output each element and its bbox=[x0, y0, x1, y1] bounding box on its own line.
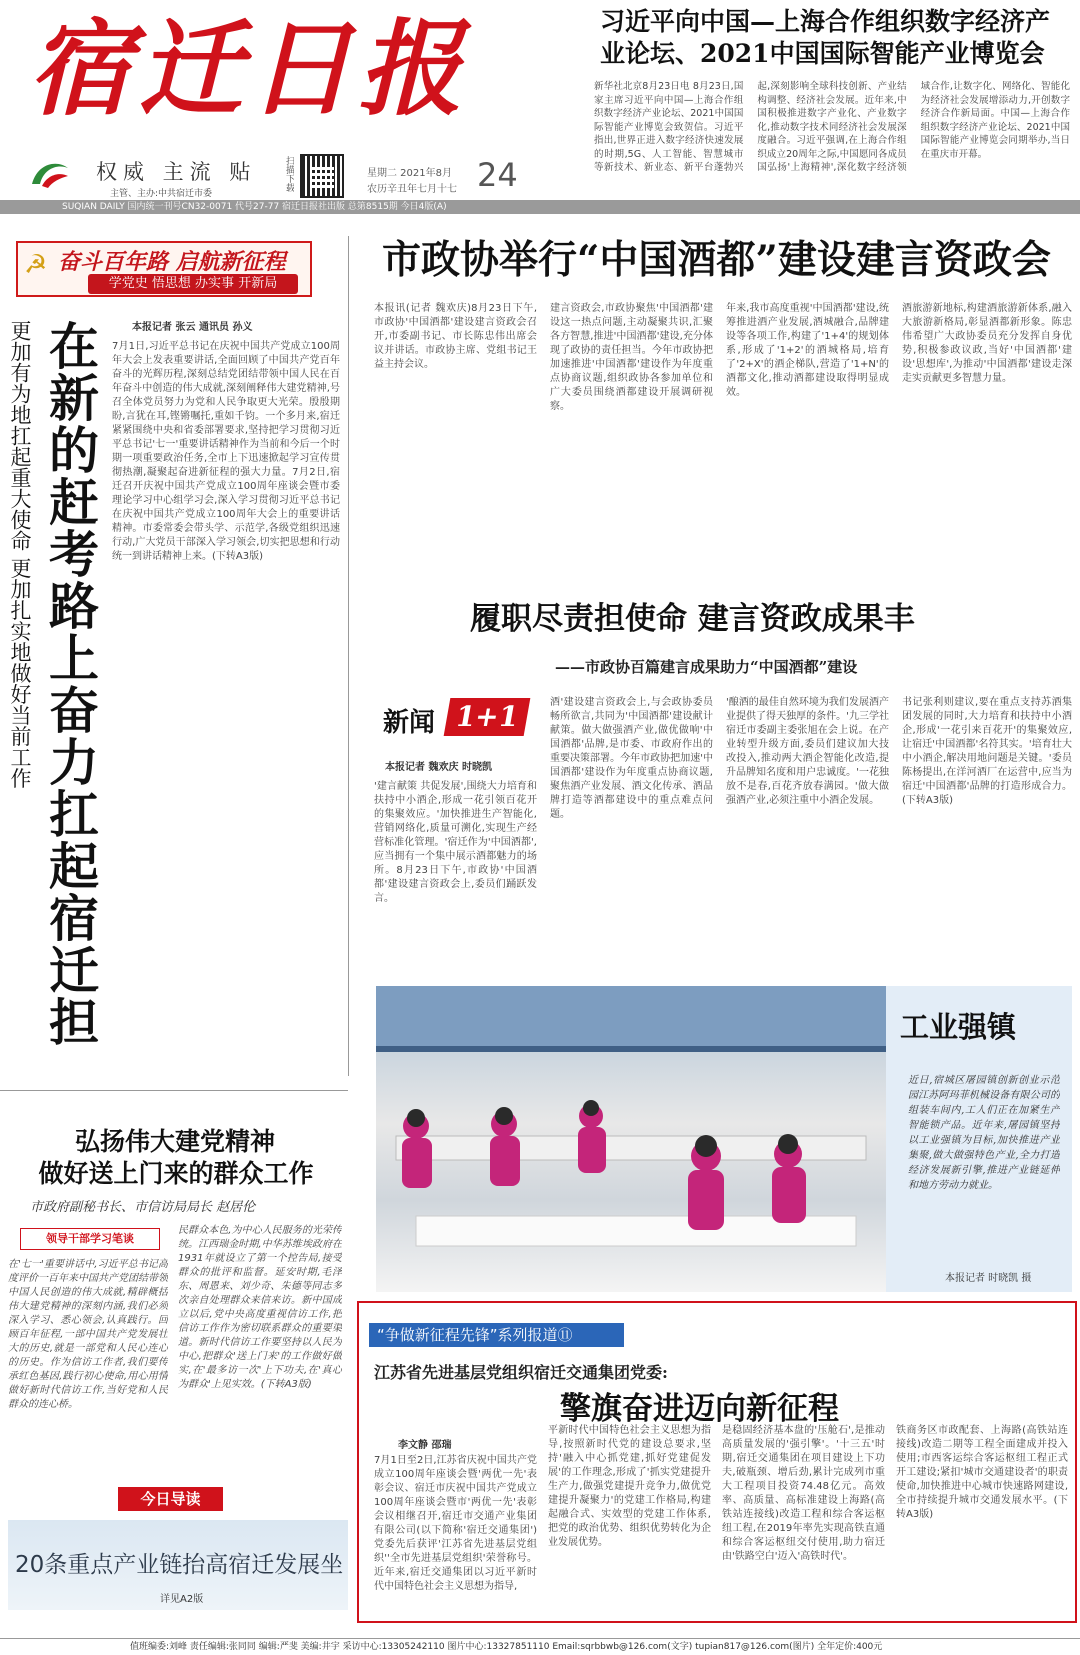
news-1plus1-badge bbox=[383, 698, 533, 738]
lunar-date: 农历辛丑年七月十七 bbox=[367, 184, 457, 193]
series-kicker: 江苏省先进基层党组织宿迁交通集团党委: bbox=[374, 1363, 668, 1382]
factory-photo[interactable] bbox=[376, 986, 886, 1292]
left-story-body-right: 民群众本色,为中心人民服务的光荣传统。江西瑞金时期,中华苏维埃政府在1931年就设立了第一个控告局,接受群众的批评和监督。延安时期,毛泽东、周恩来、刘少奇、朱德等同志多次亲自处理群众来信来访。新中国成立以后,党中央高度重视信访工作,把信访工作作为密切联系群众的重要渠道。新时代信访工作要坚持以人民为中心,把群众'送上门来'的工作做好做实,在'最多访一次'上下功夫,在'真心为群众'上见实效。(下转A3版) bbox=[178, 1225, 342, 1390]
series-col2: 平新时代中国特色社会主义思想为指导,按照新时代党的建设总要求,坚持'融入中心抓党建,抓好党建促发展'的工作理念,形成了'抓实党建提升生产力,做强党建提升竞争力,做优党建提升凝聚力'的党建工作格局,构建起融合式、实效型的党建工作体系,把党的政治优势、组织优势转化为企业发展优势。 bbox=[548, 1425, 711, 1548]
notes-badge: 领导干部学习笔谈 bbox=[20, 1228, 160, 1250]
section2-col4: 书记张利则建议,要在重点支持苏酒集团发展的同时,大力培育和扶持中小酒企,形成'一花引来百花开'的集聚效应,让宿迁'中国酒都'名符其实。'培育壮大中小酒企,解决用地问题是关键。'委员陈杨提出,在洋河酒厂在运营中,应当为宿迁'中国酒都'品牌的打造形成合力。(下转A3版) bbox=[902, 697, 1072, 806]
series-byline: 李文静 邵瑞 bbox=[398, 1440, 452, 1450]
column-divider bbox=[348, 236, 349, 1076]
guide-badge: 今日导读 bbox=[118, 1487, 223, 1511]
lead-story-col3: 年来,我市高度重视'中国酒都'建设,统筹推进酒产业发展,酒城融合,品牌建设等各项工作,构建了'1+4'的规划体系,形成了'1+2'的酒城格局,培育了'2+X'的酒企梯队,营造了'1+N'的酒都文化,推动酒都建设取得明显成效。 bbox=[726, 303, 889, 398]
left-feature-byline: 本报记者 张云 通讯员 孙义 bbox=[132, 322, 253, 332]
series-title[interactable]: 擎旗奋进迈向新征程 bbox=[560, 1391, 839, 1427]
section2-col3: '酿酒的最佳自然环境为我们发展酒产业提供了得天独厚的条件。'九三学社宿迁市委副主委张旭在会上说。在产业转型升级方面,委员们建议加大技改投入,推动两大酒企智能化改造,提升品牌知名度和用户忠诚度。'一花独放不是春,百花齐放春满园。'做大做强酒产业,必须注重中小酒企发展。 bbox=[726, 697, 889, 806]
left-story-author: 市政府副秘书长、市信访局局长 赵居伦 bbox=[30, 1200, 256, 1214]
section2-title[interactable]: 履职尽责担使命 建言资政成果丰 bbox=[470, 601, 915, 637]
photo-feature-title[interactable]: 工业强镇 bbox=[900, 1010, 1017, 1044]
lead-story-col2: 建言资政会,市政协聚焦'中国酒都'建设这一热点问题,主动凝聚共识,汇聚各方智慧,推进'中国酒都'建设,充分体现了政协的责任担当。今年市政协把加速推进'中国酒都'建设作为年度重点协商议题,组织政协各参加单位和广大委员围绕酒都建设开展调研视察。 bbox=[550, 303, 713, 412]
divider bbox=[0, 1090, 348, 1091]
top-headline[interactable]: 习近平向中国—上海合作组织数字经济产业论坛、2021中国国际智能产业博览会 bbox=[600, 7, 1051, 68]
footer-credits: 值班编委:刘峰 责任编辑:张同同 编辑:严斐 美编:井宇 采访中心:13305242110 图片中心:13327851110 Email:sqrbbwb@126.com(文字) tupian817@126.com(图片) 全年定价:400元 bbox=[0, 1638, 1080, 1655]
series-col3: 是稳固经济基本盘的'压舱石',是推动高质量发展的'强引擎'。'十三五'时期,宿迁交通集团在项目建设上下功夫,破瓶颈、增后劲,累计完成列市重大工程项目投资74.48亿元。高效率、高质量、高标准建设上海路(高铁站连接线)改造工程和综合客运枢纽工程,在2019年率先实现高铁直通和综合客运枢纽交付使用,助力宿迁由'铁路空白'迈入'高铁时代'。 bbox=[722, 1425, 885, 1562]
party-banner bbox=[16, 241, 312, 297]
weekday-date: 星期二 2021年8月 bbox=[367, 168, 452, 177]
left-story-title-2[interactable]: 做好送上门来的群众工作 bbox=[38, 1159, 314, 1188]
section2-byline: 本报记者 魏欢庆 时晓凯 bbox=[385, 762, 492, 772]
party-emblem-icon: ☭ bbox=[24, 250, 48, 280]
section2-subtitle: ——市政协百篇建言成果助力“中国酒都”建设 bbox=[555, 658, 858, 676]
masthead-sponsor: 主管、主办:中共宿迁市委 bbox=[110, 189, 213, 199]
masthead-title: 宿迁日报 bbox=[28, 8, 469, 130]
info-bar: SUQIAN DAILY 国内统一刊号CN32-0071 代号27-77 宿迁日报社出版 总第8515期 今日4版(A) bbox=[0, 200, 1080, 214]
photo-credit: 本报记者 时晓凯 摄 bbox=[945, 1273, 1032, 1283]
section2-col2: 酒'建设建言资政会上,与会政协委员畅所欲言,共同为'中国酒都'建设献计献策。做大做强酒产业,做优做响'中国酒都'品牌,是市委、市政府作出的重要决策部署。今年市政协把加速'中国酒都'建设作为年度重点协商议题,聚焦酒产业发展、酒文化传承、酒品牌打造等酒都建设中的重点难点问题。 bbox=[550, 697, 713, 820]
section2-col1: '建言献策 共促发展',围绕大力培育和扶持中小酒企,形成一花引领百花开的集聚效应。'加快推进生产智能化,营销网络化,质量可溯化,实现生产经营标准化管理。'宿迁作为'中国酒都',应当拥有一个集中展示酒都魅力的场所。8月23日下午,市政协'中国酒都'建设建言资政会上,委员们踊跃发言。 bbox=[374, 781, 537, 904]
newspaper-logo-icon bbox=[28, 156, 72, 192]
top-headline-body: 新华社北京8月23日电 8月23日,国家主席习近平向中国—上海合作组织数字经济产业论坛、2021中国国际智能产业博览会致贺信。习近平指出,世界正进入数字经济快速发展的时期,5G、人工智能、智慧城市等新技术、新业态、新平台蓬勃兴起,深刻影响全球科技创新、产业结构调整、经济社会发展。近年来,中国积极推进数字产业化、产业数字化,推动数字技术同经济社会发展深度融合。习近平强调,在上海合作组织成立20周年之际,中国愿同各成员国弘扬'上海精神',深化数字经济领域合作,让数字化、网络化、智能化为经济社会发展增添动力,开创数字经济合作新局面。中国—上海合作组织数字经济产业论坛、2021中国国际智能产业博览会同期举办,当日在重庆市开幕。 bbox=[594, 81, 1070, 173]
lead-story-col4: 酒旅游新地标,构建酒旅游新体系,融入大旅游新格局,彰显酒都新形象。陈忠伟希望广大政协委员充分发挥自身优势,积极参政议政,当好'中国酒都'建设'思想库',为推动'中国酒都'建设走深走实贡献更多智慧力量。 bbox=[902, 303, 1072, 384]
series-col4: 铁商务区市政配套、上海路(高铁站连接线)改造二期等工程全面建成并投入使用;市西客运综合客运枢纽工程正式开工建设;紧扣'城市交通建设者'的职责使命,加快推进中心城市快速路网建设,全市持续提升城市交通发展水平。(下转A3版) bbox=[896, 1425, 1068, 1520]
masthead-slogan: 权威 主流 贴 bbox=[96, 160, 257, 182]
left-feature-body: 7月1日,习近平总书记在庆祝中国共产党成立100周年大会上发表重要讲话,全面回顾了中国共产党百年奋斗的光辉历程,深刻总结党团结带领中国人民在百年奋斗中创造的伟大成就,深刻阐释伟大建党精神,号召全体党员努力为党和人民争取更大光荣。殷殷期盼,言犹在耳,铿锵嘱托,重如千钧。一个多月来,宿迁紧紧围绕中央和省委部署要求,坚持把学习贯彻习近平总书记'七一'重要讲话精神作为当前和今后一个时期一项重要政治任务,全市上下迅速掀起学习宣传贯彻热潮,凝聚起奋进新征程的强大力量。7月2日,宿迁召开庆祝中国共产党成立100周年座谈会暨市委理论学习中心组学习会,深入学习贯彻习近平总书记在庆祝中国共产党成立100周年大会上的重要讲话精神。市委常委会带头学、示范学,各级党组织迅速行动,广大党员干部深入学习领会,切实把思想和行动统一到讲话精神上来。(下转A3版) bbox=[112, 341, 340, 562]
day-number: 24 bbox=[477, 156, 518, 194]
banner-main-text: 奋斗百年路 启航新征程 bbox=[58, 249, 286, 273]
qr-code-icon[interactable] bbox=[300, 154, 344, 198]
series-tag: “争做新征程先锋”系列报道⑪ bbox=[369, 1323, 624, 1347]
left-story-body-left: 在'七一'重要讲话中,习近平总书记高度评价一百年来中国共产党团结带领中国人民创造的伟大成就,精辟概括伟大建党精神的深刻内涵,我们必须深入学习、悉心领会,认真践行。回顾百年征程,一部中国共产党发展壮大的历史,就是一部党和人民心连心的历史。作为信访工作者,我们要传承红色基因,践行初心使命,用心用情做好新时代信访工作,当好党和人民群众的连心桥。 bbox=[8, 1259, 168, 1410]
news-badge: 1+1 bbox=[444, 698, 531, 736]
lead-story-title[interactable]: 市政协举行“中国酒都”建设建言资政会 bbox=[382, 237, 1051, 283]
photo-caption: 近日,宿城区屠园镇创新创业示范园江苏阿玛菲机械设备有限公司的组装车间内,工人们正在加紧生产智能锁产品。近年来,屠园镇坚持以工业强镇为目标,加快推进产业集聚,做大做强特色产业,全力打造经济发展新引擎,推进产业链延伸和地方劳动力就业。 bbox=[908, 1075, 1060, 1191]
lead-story-col1: 本报讯(记者 魏欢庆)8月23日下午,市政协'中国酒都'建设建言资政会召开,市委副书记、市长陈忠伟出席会议并讲话。市政协主席、党组书记王益主持会议。 bbox=[374, 303, 537, 370]
left-feature-title[interactable]: 在新的赶考路上奋力扛起宿迁担 bbox=[41, 320, 100, 1048]
guide-see-page[interactable]: 详见A2版 bbox=[160, 1594, 204, 1604]
left-story-title-1[interactable]: 弘扬伟大建党精神 bbox=[74, 1127, 275, 1154]
scan-label: 扫描下载 bbox=[284, 156, 294, 192]
series-col1: 7月1日至2日,江苏省庆祝中国共产党成立100周年座谈会暨'两优一先'表彰会议、宿迁市庆祝中国共产党成立100周年座谈会暨市'两优一先'表彰会议相继召开,宿迁市交通产业集团有限公司(以下简称'宿迁交通集团')党委先后获评'江苏省先进基层党组织''全市先进基层党组织'荣誉称号。近年来,宿迁交通集团以习近平新时代中国特色社会主义思想为指导, bbox=[374, 1455, 537, 1592]
banner-sub-text: 学党史 悟思想 办实事 开新局 bbox=[88, 274, 298, 294]
news-label: 新闻 bbox=[383, 708, 436, 734]
guide-headline[interactable]: 20条重点产业链抬高宿迁发展坐 bbox=[15, 1552, 344, 1578]
left-feature-subtitle: 更加有为地扛起重大使命 更加扎实地做好当前工作 bbox=[8, 320, 32, 789]
